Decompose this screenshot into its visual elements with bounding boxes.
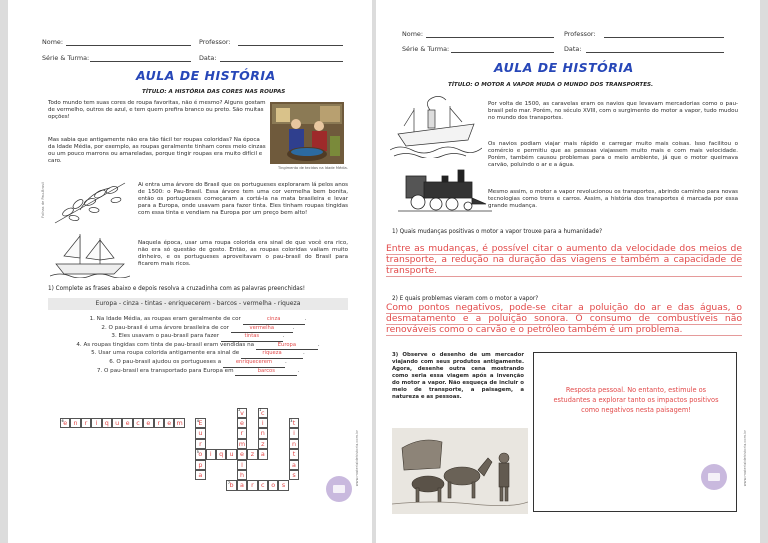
pau-brasil-paragraph: Ai entra uma árvore do Brasil que os portugueses exploraram lá pelos anos de 1500: o Pau-Brasil. Essa árvore tem uma cor vermelha bem bonita, então os portugueses começaram a cortá-la na mata brasileira e levar para a Europa, onde usavam para fazer tinta. Eles tinham roupas tingidas com essa tinta e vendiam na Europa por um preço bem alto! xyxy=(138,182,348,217)
crossword-cell[interactable]: a xyxy=(289,460,299,470)
sentence-3: 3. Eles usavam o pau-brasil para fazer tintas . xyxy=(48,333,348,342)
answer-blank[interactable]: Europa xyxy=(256,342,318,351)
middle-ages-paragraph: Mas sabia que antigamente não era tão fácil ter roupas coloridas? Na época da Idade Média, por exemplo, as roupas geralmente tinham cores meio cinzas ou um pouco marrons ou amareladas, porque tingir roupas era muito difícil e caro. xyxy=(48,137,266,165)
sentence-7: 7. O pau-brasil era transportado para Europa em barcos . xyxy=(48,368,348,377)
steamship-sketch xyxy=(390,96,482,158)
teacher-label: Professor: xyxy=(199,38,231,46)
crossword-cell[interactable]: t xyxy=(289,449,299,459)
crossword-cell[interactable]: a xyxy=(195,470,205,480)
crossword-cell[interactable]: e xyxy=(143,418,153,428)
site-logo xyxy=(701,464,727,490)
watermark: www.materialdehistoria.com.br xyxy=(743,430,747,487)
crossword-cell[interactable]: i xyxy=(258,418,268,428)
sentence-2: 2. O pau-brasil é uma árvore brasileira de cor vermelha . xyxy=(48,325,348,334)
crossword-cell[interactable]: s xyxy=(278,480,288,490)
crossword-cell[interactable]: i xyxy=(289,428,299,438)
page-subtitle: TÍTULO: A HISTÓRIA DAS CORES NAS ROUPAS xyxy=(142,89,286,95)
page-title: AULA DE HISTÓRIA xyxy=(494,60,634,75)
crossword-cell[interactable]: m xyxy=(174,418,184,428)
answer-2-box[interactable] xyxy=(386,302,742,342)
teacher-label: Professor: xyxy=(564,30,596,38)
question-3: 3) Observe o desenho de um mercador viajando com seus produtos antigamente. Agora, desenhe outra cena mostrando como seria essa viagem após a invenção do motor a vapor. Não esqueça de incluir o meio de transporte, a paisagem, a natureza e as pessoas. xyxy=(392,352,524,400)
illustration-caption: Tingimento de tecidos na Idade Média. xyxy=(278,166,348,170)
crossword-cell[interactable]: n xyxy=(258,428,268,438)
crossword-cell[interactable]: r xyxy=(237,428,247,438)
crossword-cell[interactable]: n xyxy=(70,418,80,428)
crossword-cell[interactable]: s xyxy=(289,470,299,480)
crossword-cell[interactable]: n xyxy=(289,439,299,449)
right-worksheet-page xyxy=(376,0,760,543)
crossword-cell[interactable]: l xyxy=(237,460,247,470)
crossword-cell[interactable]: u xyxy=(226,449,236,459)
grade-field-line[interactable] xyxy=(90,61,191,62)
crossword-cell[interactable]: c 1 xyxy=(258,408,268,418)
date-label: Data: xyxy=(564,45,582,53)
crossword-cell[interactable]: o xyxy=(268,480,278,490)
date-label: Data: xyxy=(199,54,217,62)
crossword-clue-number: 7 xyxy=(227,480,231,485)
date-field-line[interactable] xyxy=(220,61,343,62)
crossword-cell[interactable]: m xyxy=(237,439,247,449)
question-1: 1) Complete as frases abaixo e depois resolva a cruzadinha com as palavras preenchidas! xyxy=(48,286,306,292)
answer-blank[interactable]: enriquecerem xyxy=(223,359,285,368)
left-worksheet-page xyxy=(8,0,372,543)
name-label: Nome: xyxy=(42,38,64,46)
crossword-clue-number: 2 xyxy=(238,408,241,413)
crossword-cell[interactable]: a xyxy=(258,449,268,459)
crossword-cell[interactable]: q xyxy=(102,418,112,428)
crossword-clue-number: 3 xyxy=(290,418,293,423)
crossword-cell[interactable]: o 5 xyxy=(195,449,205,459)
wealth-paragraph: Naquela época, usar uma roupa colorida era sinal de que você era rico, não era só questão de gosto. Então, as roupas coloridas valiam muito dinheiro, e os portugueses aproveitavam o pau-brasil do Brasil para ficarem mais ricos. xyxy=(138,240,348,268)
intro-paragraph: Todo mundo tem suas cores de roupa favoritas, não é mesmo? Alguns gostam de vermelho, outros de azul, e tem quem prefira branco ou preto. São muitas opções! xyxy=(48,100,266,121)
answer-blank[interactable]: riqueza xyxy=(241,350,303,359)
crossword-cell[interactable]: i xyxy=(206,449,216,459)
crossword-cell[interactable]: q xyxy=(216,449,226,459)
answer-2-text: Como pontos negativos, pode-se citar a poluição do ar e das águas, o desmatamento e a poluição sonora. O consumo de combustíveis não renováveis como o carvão e o petróleo também é um problema. xyxy=(386,302,742,336)
medieval-dyeing-illustration xyxy=(270,102,344,164)
answer-blank[interactable]: tintas xyxy=(221,333,283,342)
crossword-cell[interactable]: a xyxy=(237,480,247,490)
crossword-cell[interactable]: h xyxy=(237,470,247,480)
word-bank: Europa - cinza - tintas - enriquecerem - barcos - vermelha - riqueza xyxy=(48,298,348,310)
name-label: Nome: xyxy=(402,30,424,38)
crossword-cell[interactable]: e xyxy=(164,418,174,428)
page-subtitle: TÍTULO: O MOTOR A VAPOR MUDA O MUNDO DOS TRANSPORTES. xyxy=(448,82,654,88)
sentence-4: 4. As roupas tingidas com tinta de pau-brasil eram vendidas na Europa . xyxy=(48,342,348,351)
name-field-line[interactable] xyxy=(66,45,191,46)
crossword-clue-number: 5 xyxy=(196,449,199,454)
crossword-cell[interactable]: c xyxy=(133,418,143,428)
sentence-5: 5. Usar uma roupa colorida antigamente era sinal de riqueza . xyxy=(48,350,348,359)
crossword-cell[interactable]: r xyxy=(247,480,257,490)
crossword-cell[interactable]: i xyxy=(91,418,101,428)
teacher-field-line[interactable] xyxy=(604,37,724,38)
grade-label: Série & Turma: xyxy=(402,45,450,53)
sentence-6: 6. O pau-brasil ajudou os portugueses a enriquecerem . xyxy=(48,359,348,368)
crossword-cell[interactable]: e xyxy=(237,418,247,428)
drawing-hint: Resposta pessoal. No entanto, estimule os estudantes a explorar tanto os impactos positivos como negativos nesta paisagem! xyxy=(553,386,719,414)
caravel-paragraph: Por volta de 1500, as caravelas eram os navios que levavam mercadorias como o pau-brasil pelo mar. Porém, no século XVIII, com o surgimento do motor a vapor, tudo mudou no mundo dos transportes. xyxy=(488,101,738,122)
steam-locomotive-sketch xyxy=(398,166,492,214)
page-title: AULA DE HISTÓRIA xyxy=(136,68,276,83)
grade-label: Série & Turma: xyxy=(42,54,90,62)
teacher-field-line[interactable] xyxy=(238,45,343,46)
crossword-cell[interactable]: E 4 xyxy=(195,418,205,428)
pau-brasil-leaves-sketch xyxy=(50,178,130,228)
crossword-cell[interactable]: e 6 xyxy=(60,418,70,428)
side-caption: Folhas de Pau-Brasil xyxy=(41,182,45,218)
fill-in-sentences xyxy=(48,316,348,376)
crossword-clue-number: 1 xyxy=(259,408,262,413)
site-logo xyxy=(326,476,352,502)
steam-engine-paragraph: Os navios podiam viajar mais rápido e carregar muito mais coisas. Isso facilitou o comércio e permitiu que as pessoas viajassem muito mais e com mais velocidade. Porém, também causou problemas para o meio ambiente, já que o motor queimava carvão, poluindo o ar e a água. xyxy=(488,141,738,169)
crossword-clue-number: 4 xyxy=(196,418,199,423)
crossword-cell[interactable]: c xyxy=(258,480,268,490)
answer-blank[interactable]: barcos xyxy=(235,368,297,377)
crossword-cell[interactable]: r xyxy=(195,439,205,449)
crossword-cell[interactable]: r xyxy=(154,418,164,428)
merchant-horses-illustration xyxy=(392,428,528,514)
question-1: 1) Quais mudanças positivas o motor a vapor trouxe para a humanidade? xyxy=(392,229,603,235)
crossword-cell[interactable]: r xyxy=(81,418,91,428)
answer-1-box[interactable] xyxy=(386,243,742,283)
crossword-cell[interactable]: e xyxy=(122,418,132,428)
crossword-cell[interactable]: z xyxy=(258,439,268,449)
sentence-1: 1. Na Idade Média, as roupas eram geralmente de cor cinza . xyxy=(48,316,348,325)
answer-blank[interactable]: cinza xyxy=(243,316,305,325)
question-2: 2) E quais problemas vieram com o motor a vapor? xyxy=(392,296,539,302)
answer-1-text: Entre as mudanças, é possível citar o aumento da velocidade dos meios de transporte, a redução na duração das viagens e também a capacidade de transporte. xyxy=(386,243,742,277)
caravel-ship-sketch xyxy=(50,230,130,278)
crossword-cell[interactable]: p xyxy=(195,460,205,470)
crossword-cell[interactable]: e xyxy=(237,449,247,459)
date-field-line[interactable] xyxy=(586,52,724,53)
crossword-cell[interactable]: v 2 xyxy=(237,408,247,418)
answer-blank[interactable]: vermelha xyxy=(231,325,293,334)
grade-field-line[interactable] xyxy=(451,52,554,53)
watermark: www.materialdehistoria.com.br xyxy=(355,430,359,487)
crossword-cell[interactable]: t 3 xyxy=(289,418,299,428)
revolution-paragraph: Mesmo assim, o motor a vapor revolucionou os transportes, abrindo caminho para novas tecnologias como trens e carros. Assim, a história dos transportes é marcada por essa grande mudança. xyxy=(488,189,738,210)
crossword-cell[interactable]: z xyxy=(247,449,257,459)
crossword-cell[interactable]: b 7 xyxy=(226,480,236,490)
crossword-clue-number: 6 xyxy=(61,418,64,423)
name-field-line[interactable] xyxy=(426,37,554,38)
crossword-cell[interactable]: u xyxy=(195,428,205,438)
crossword-cell[interactable]: u xyxy=(112,418,122,428)
